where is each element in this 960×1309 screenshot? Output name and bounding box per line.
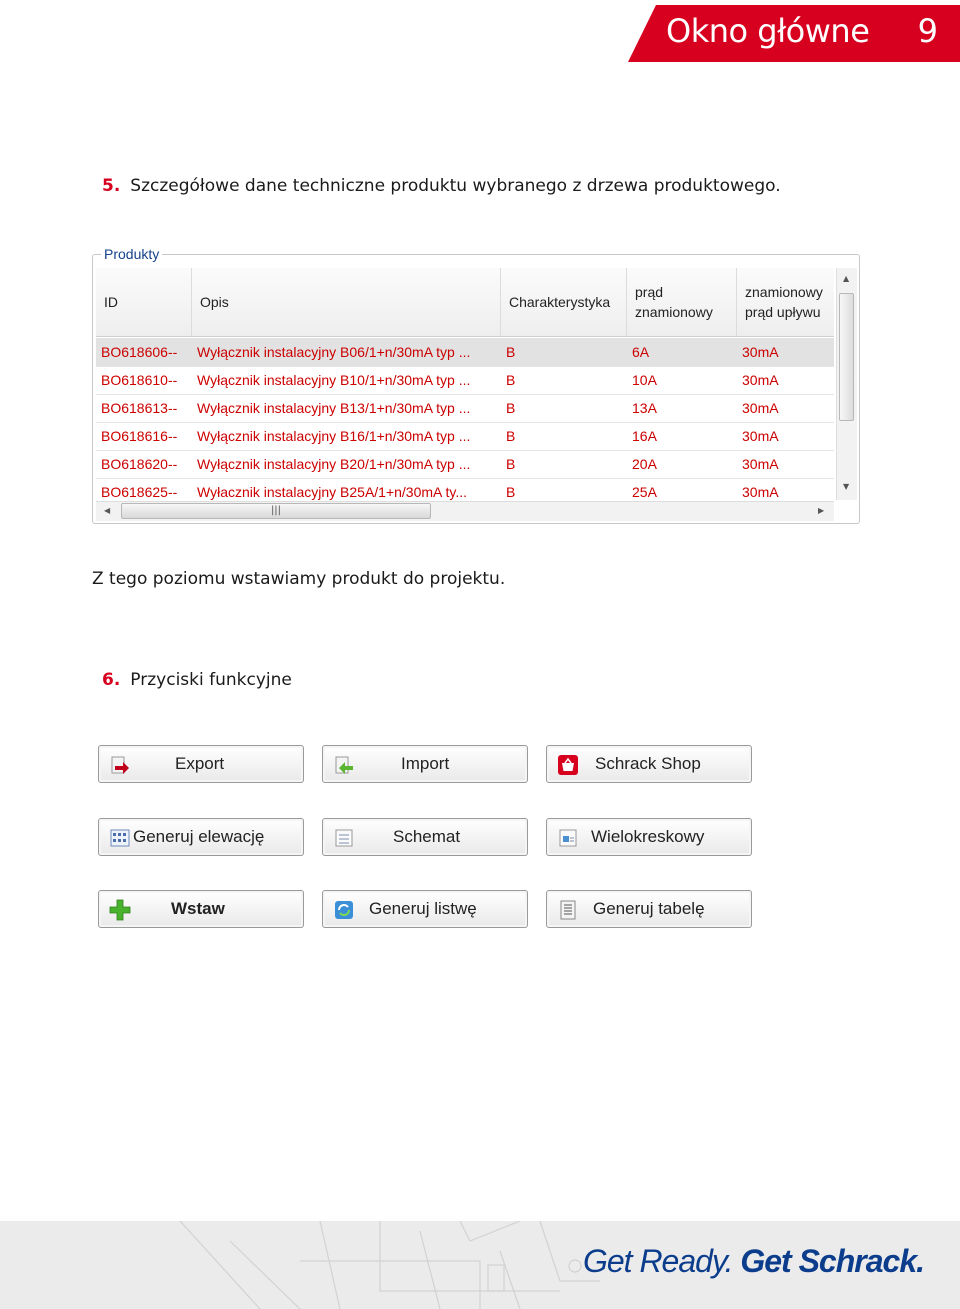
panel-legend: Produkty bbox=[101, 246, 162, 262]
vertical-scroll-thumb[interactable] bbox=[839, 293, 854, 421]
slogan-bold: Get Schrack. bbox=[740, 1243, 924, 1279]
vertical-scrollbar[interactable] bbox=[836, 268, 857, 500]
column-header-charakterystyka[interactable]: Charakterystyka bbox=[501, 268, 627, 336]
schrack-shop-label: Schrack Shop bbox=[595, 754, 701, 773]
cell-uplyw: 30mA bbox=[742, 484, 779, 500]
wielokreskowy-button[interactable] bbox=[546, 818, 752, 856]
cell-uplyw: 30mA bbox=[742, 372, 779, 388]
page-number: 9 bbox=[917, 12, 938, 50]
schematic-icon bbox=[333, 827, 355, 849]
column-header-id[interactable]: ID bbox=[96, 268, 192, 336]
paragraph: Z tego poziomu wstawiamy produkt do projektu. bbox=[92, 569, 506, 589]
grid-header bbox=[96, 268, 834, 337]
import-button[interactable] bbox=[322, 745, 528, 783]
cell-prad: 13A bbox=[632, 400, 657, 416]
cell-charakterystyka: B bbox=[506, 428, 516, 444]
wstaw-button[interactable] bbox=[98, 890, 304, 928]
cell-opis: Wyłącznik instalacyjny B20/1+n/30mA typ ... bbox=[197, 456, 471, 472]
cell-id: BO618625-- bbox=[101, 484, 178, 500]
plus-icon bbox=[109, 899, 131, 921]
cell-charakterystyka: B bbox=[506, 456, 516, 472]
cell-opis: Wyłacznik instalacyjny B25A/1+n/30mA ty... bbox=[197, 484, 468, 500]
cell-opis: Wyłącznik instalacyjny B16/1+n/30mA typ ... bbox=[197, 428, 471, 444]
generuj-elewacje-button[interactable] bbox=[98, 818, 304, 856]
table-row[interactable] bbox=[96, 422, 834, 451]
generuj-listwe-button[interactable] bbox=[322, 890, 528, 928]
shopping-basket-icon bbox=[557, 754, 579, 776]
cell-prad: 16A bbox=[632, 428, 657, 444]
scroll-up-icon[interactable]: ▲ bbox=[843, 274, 850, 283]
cell-id: BO618620-- bbox=[101, 456, 178, 472]
cell-charakterystyka: B bbox=[506, 400, 516, 416]
column-header-opis[interactable]: Opis bbox=[192, 268, 501, 336]
table-row[interactable] bbox=[96, 394, 834, 423]
table-list-icon bbox=[557, 899, 579, 921]
wstaw-label: Wstaw bbox=[171, 899, 225, 918]
elevation-icon bbox=[109, 827, 131, 849]
section-6-heading bbox=[102, 670, 292, 690]
cell-id: BO618606-- bbox=[101, 344, 178, 360]
section-number: 5. bbox=[102, 176, 121, 196]
generuj-elewacje-label: Generuj elewację bbox=[133, 827, 265, 846]
refresh-icon bbox=[333, 899, 355, 921]
column-header-prad-uplywu[interactable]: znamionowy prąd upływu bbox=[745, 284, 823, 320]
section-text: Przyciski funkcyjne bbox=[130, 670, 292, 690]
generuj-tabele-button[interactable] bbox=[546, 890, 752, 928]
section-5-heading bbox=[102, 176, 781, 196]
cell-uplyw: 30mA bbox=[742, 400, 779, 416]
footer bbox=[0, 1221, 960, 1309]
slogan bbox=[583, 1243, 924, 1280]
table-row[interactable] bbox=[96, 450, 834, 479]
cell-opis: Wyłącznik instalacyjny B06/1+n/30mA typ ... bbox=[197, 344, 471, 360]
cell-uplyw: 30mA bbox=[742, 456, 779, 472]
cell-id: BO618616-- bbox=[101, 428, 178, 444]
export-button[interactable] bbox=[98, 745, 304, 783]
scroll-down-icon[interactable]: ▼ bbox=[843, 482, 850, 491]
cell-opis: Wyłącznik instalacyjny B10/1+n/30mA typ ... bbox=[197, 372, 471, 388]
table-row[interactable] bbox=[96, 338, 834, 367]
table-row[interactable] bbox=[96, 366, 834, 395]
cell-charakterystyka: B bbox=[506, 344, 516, 360]
column-header-prad-znamionowy[interactable]: prąd znamionowy bbox=[627, 268, 737, 336]
table-row[interactable] bbox=[96, 478, 834, 500]
cell-id: BO618613-- bbox=[101, 400, 178, 416]
export-label: Export bbox=[175, 754, 225, 773]
cell-prad: 10A bbox=[632, 372, 657, 388]
scroll-left-icon[interactable]: ◀ bbox=[104, 506, 111, 515]
horizontal-scrollbar[interactable] bbox=[96, 501, 834, 521]
generuj-tabele-label: Generuj tabelę bbox=[593, 899, 705, 918]
generuj-listwe-label: Generuj listwę bbox=[369, 899, 477, 918]
horizontal-scroll-thumb[interactable]: ||| bbox=[121, 503, 431, 519]
schemat-button[interactable] bbox=[322, 818, 528, 856]
slogan-light: Get Ready. bbox=[582, 1243, 733, 1279]
cell-id: BO618610-- bbox=[101, 372, 178, 388]
cell-charakterystyka: B bbox=[506, 484, 516, 500]
wielokreskowy-label: Wielokreskowy bbox=[591, 827, 705, 846]
import-icon bbox=[333, 754, 355, 776]
cell-prad: 25A bbox=[632, 484, 657, 500]
cell-uplyw: 30mA bbox=[742, 344, 779, 360]
cell-charakterystyka: B bbox=[506, 372, 516, 388]
section-text: Szczegółowe dane techniczne produktu wybranego z drzewa produktowego. bbox=[130, 176, 781, 196]
cell-opis: Wyłącznik instalacyjny B13/1+n/30mA typ ... bbox=[197, 400, 471, 416]
import-label: Import bbox=[401, 754, 450, 773]
section-number: 6. bbox=[102, 670, 121, 690]
schrack-shop-button[interactable] bbox=[546, 745, 752, 783]
cell-prad: 6A bbox=[632, 344, 650, 360]
cell-prad: 20A bbox=[632, 456, 657, 472]
export-icon bbox=[109, 754, 131, 776]
multiline-icon bbox=[557, 827, 579, 849]
page-title: Okno główne bbox=[666, 12, 870, 50]
scroll-right-icon[interactable]: ▶ bbox=[818, 506, 825, 515]
schemat-label: Schemat bbox=[393, 827, 461, 846]
products-grid bbox=[96, 268, 834, 500]
cell-uplyw: 30mA bbox=[742, 428, 779, 444]
